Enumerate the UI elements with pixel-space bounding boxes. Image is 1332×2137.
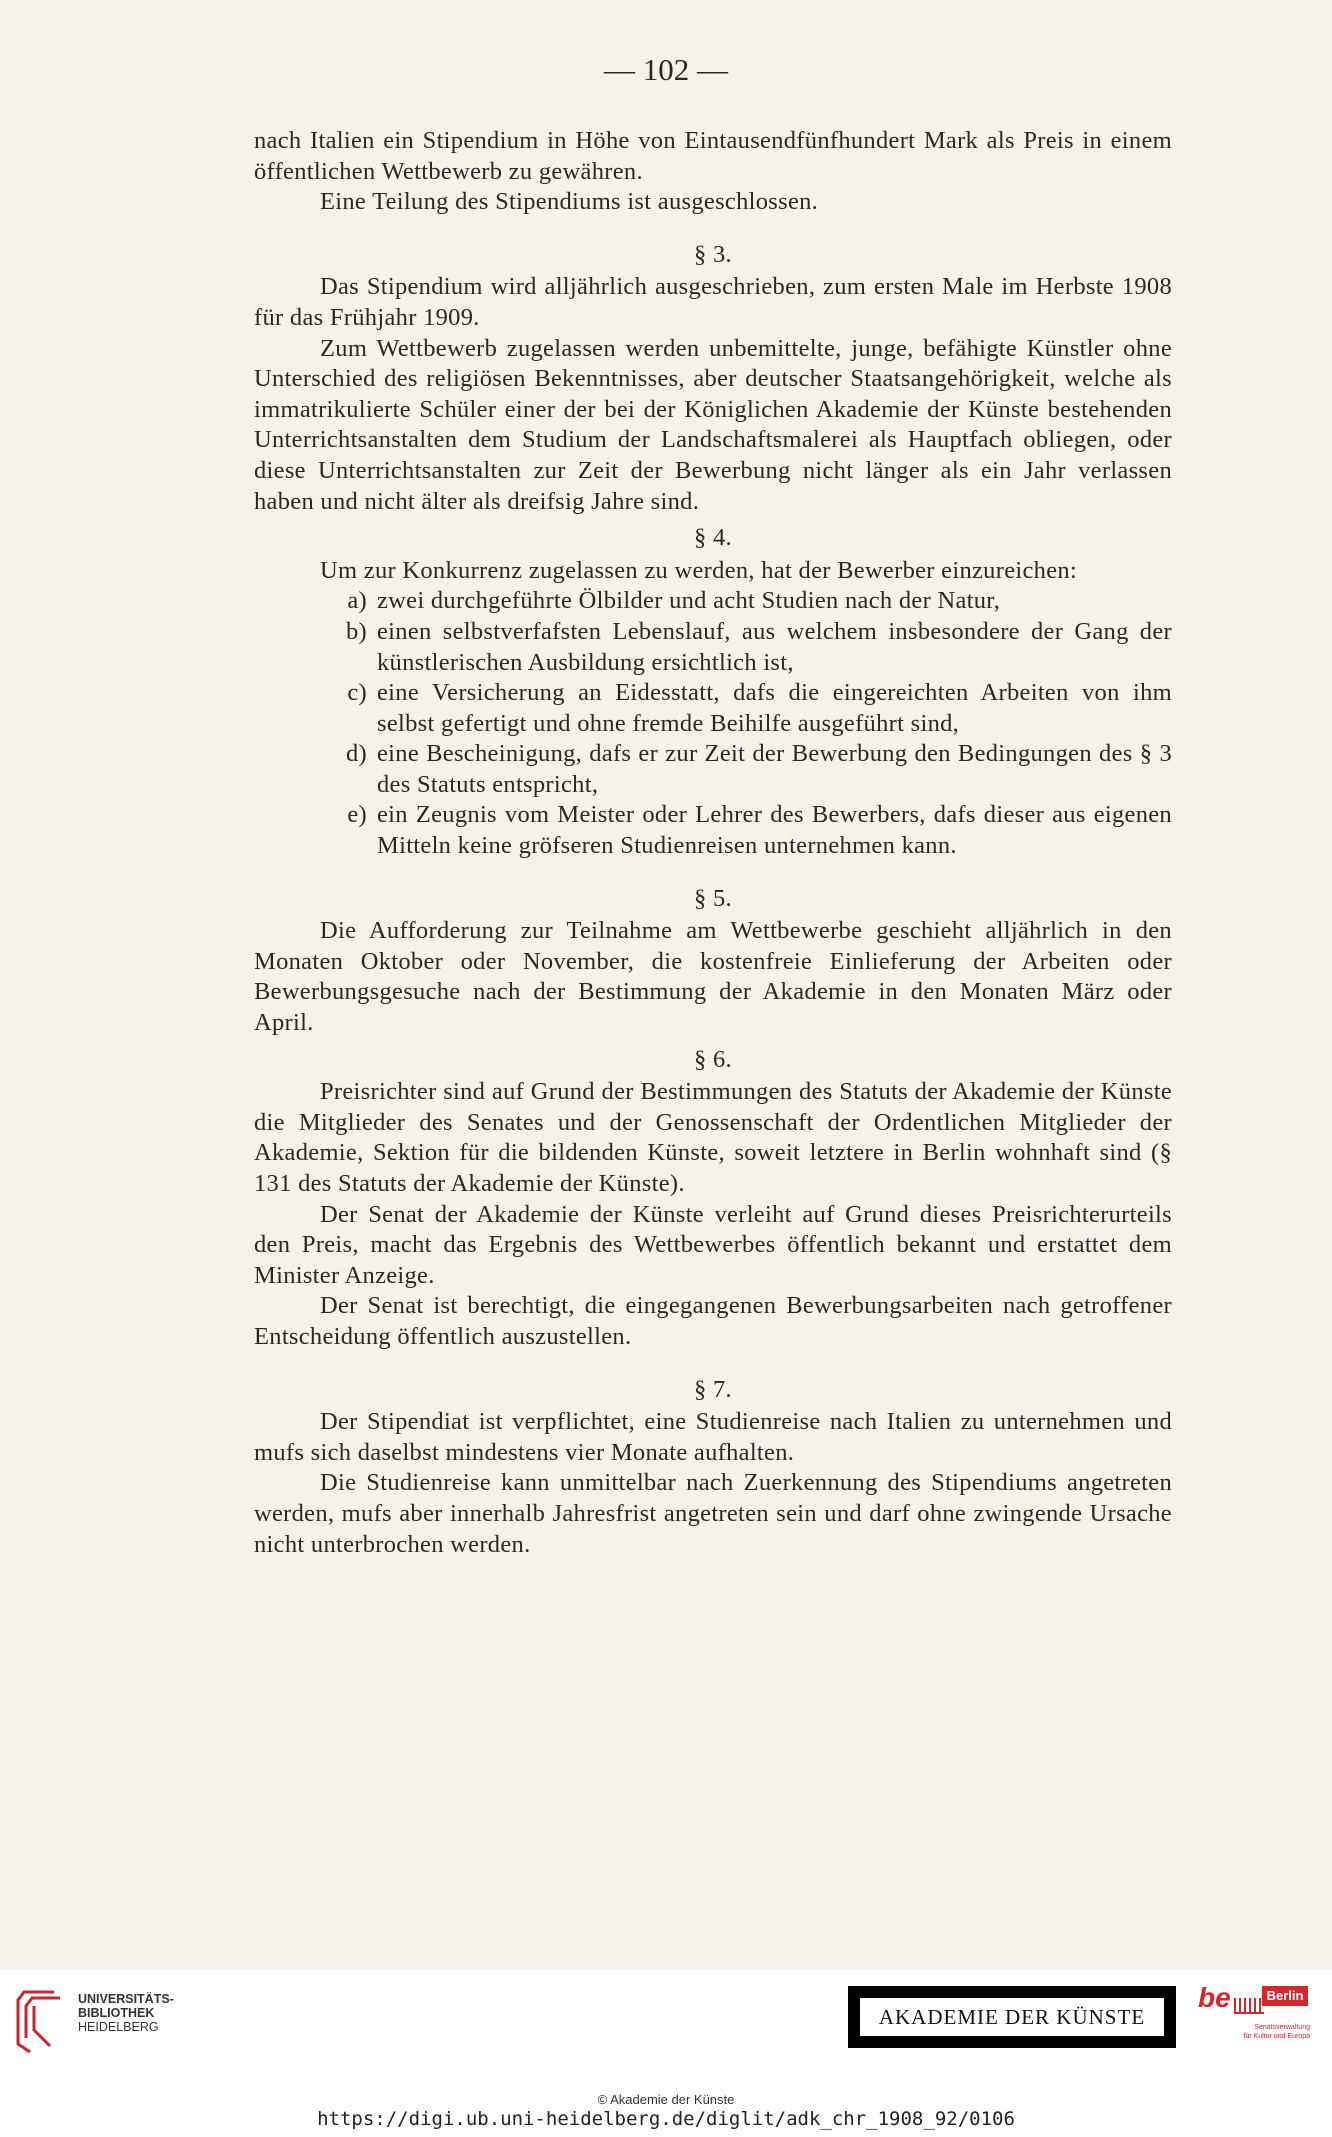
list-item-text: zwei durchgeführte Ölbilder und acht Studien nach der Natur, <box>377 587 1001 615</box>
paragraph: Der Stipendiat ist verpflichtet, eine Studienreise nach Italien zu unternehmen und mufs sich daselbst mindestens vier Monate aufhalten. <box>254 1408 1172 1466</box>
section-heading: § 7. <box>694 1375 732 1403</box>
berlin-bars-icon <box>1234 1998 1264 2014</box>
list-item-label: e) <box>347 801 367 829</box>
list-item <box>254 617 1172 678</box>
berlin-senate-logo[interactable] <box>1198 1980 1310 2054</box>
akademie-logo[interactable] <box>848 1986 1176 2048</box>
list-item-text: eine Versicherung an Eidesstatt, dafs die eingereichten Arbeiten von ihm selbst gefertigt und ohne fremde Beihilfe ausgeführt sind, <box>377 679 1172 737</box>
akademie-logo-label: AKADEMIE DER KÜNSTE <box>860 1998 1164 2036</box>
paragraph: Das Stipendium wird alljährlich ausgeschrieben, zum ersten Male im Herbste 1908 für das Frühjahr 1909. <box>254 273 1172 331</box>
ub-line1: UNIVERSITÄTS- <box>78 1992 174 2006</box>
paragraph: Um zur Konkurrenz zugelassen zu werden, hat der Bewerber einzureichen: <box>320 556 1078 584</box>
list-item <box>254 739 1172 800</box>
berlin-sub-line1: Senatsverwaltung <box>1254 2024 1310 2031</box>
paragraph: Eine Teilung des Stipendiums ist ausgeschlossen. <box>320 188 819 216</box>
paragraph: Zum Wettbewerb zugelassen werden unbemittelte, junge, befähigte Künstler ohne Unterschied des religiösen Bekenntnisses, aber deutscher Staatsangehörigkeit, welche als immatrikulierte Schüler einer der bei der Königlichen Akademie der Künste bestehenden Unterrichtsanstalten dem Studium der Landschaftsmalerei als Hauptfach obliegen, oder diese Unterrichtsanstalten zur Zeit der Bewerbung nicht länger als ein Jahr verlassen haben und nicht älter als dreifsig Jahre sind. <box>254 334 1172 515</box>
list-item-text: eine Bescheinigung, dafs er zur Zeit der Bewerbung den Bedingungen des § 3 des Statuts entspricht, <box>377 740 1172 798</box>
ub-line2: BIBLIOTHEK <box>78 2006 155 2020</box>
paragraph: Der Senat ist berechtigt, die eingegangenen Bewerbungsarbeiten nach getroffener Entscheidung öffentlich auszustellen. <box>254 1292 1172 1350</box>
section-heading: § 4. <box>694 524 732 552</box>
paragraph: Preisrichter sind auf Grund der Bestimmungen des Statuts der Akademie der Künste die Mitglieder des Senates und der Genossenschaft der Ordentlichen Mitglieder der Akademie, Sektion für die bildenden Künste, soweit letztere in Berlin wohnhaft sind (§ 131 des Statuts der Akademie der Künste). <box>254 1078 1172 1197</box>
section-heading: § 5. <box>694 884 732 912</box>
section-heading: § 3. <box>694 240 732 268</box>
list-item-text: einen selbstverfafsten Lebenslauf, aus welchem insbesondere der Gang der künstlerischen Ausbildung ersichtlich ist, <box>377 617 1172 676</box>
paragraph: nach Italien ein Stipendium in Höhe von Eintausendfünfhundert Mark als Preis in einem öffentlichen Wettbewerb zu gewähren. <box>254 127 1172 185</box>
list-item-label: c) <box>347 679 367 707</box>
list-item <box>254 678 1172 739</box>
berlin-tag: Berlin <box>1262 1986 1308 2006</box>
section-heading: § 6. <box>694 1045 732 1073</box>
berlin-subtitle <box>1238 2024 1310 2041</box>
paragraph: Die Aufforderung zur Teilnahme am Wettbewerbe geschieht alljährlich in den Monaten Oktober oder November, die kostenfreie Einlieferung der Arbeiten oder Bewerbungsgesuche nach der Bestimmung der Akademie in den Monaten März oder April. <box>254 917 1172 1037</box>
list-item-label: d) <box>345 740 367 768</box>
permalink-url[interactable]: https://digi.ub.uni-heidelberg.de/diglit/adk_chr_1908_92/0106 <box>317 2108 1015 2130</box>
page-number: — 102 — <box>604 52 728 87</box>
university-library-logo-icon <box>10 1986 70 2056</box>
paragraph: Die Studienreise kann unmittelbar nach Zuerkennung des Stipendiums angetreten werden, mufs aber innerhalb Jahresfrist angetreten sein und darf ohne zwingende Ursache nicht unterbrochen werden. <box>254 1469 1172 1558</box>
viewer-footer <box>0 1970 1332 2137</box>
list-item <box>254 586 1172 617</box>
page-body <box>254 126 1172 1560</box>
copyright-notice: © Akademie der Künste <box>597 2092 735 2107</box>
paragraph: Der Senat der Akademie der Künste verleiht auf Grund dieses Preisrichterurteils den Preis, macht das Ergebnis des Wettbewerbes öffentlich bekannt und erstattet dem Minister Anzeige. <box>254 1200 1172 1289</box>
berlin-sub-line2: für Kultur und Europa <box>1243 2032 1310 2040</box>
berlin-be-mark: be <box>1198 1982 1231 2013</box>
ub-line3: HEIDELBERG <box>78 2020 159 2034</box>
university-library-name[interactable] <box>78 1992 174 2034</box>
list-item <box>254 800 1172 861</box>
list-item-label: a) <box>347 587 367 615</box>
list-item-label: b) <box>345 617 367 645</box>
list-item-text: ein Zeugnis vom Meister oder Lehrer des Bewerbers, dafs dieser aus eigenen Mitteln keine gröfseren Studienreisen unternehmen kann. <box>377 801 1172 860</box>
